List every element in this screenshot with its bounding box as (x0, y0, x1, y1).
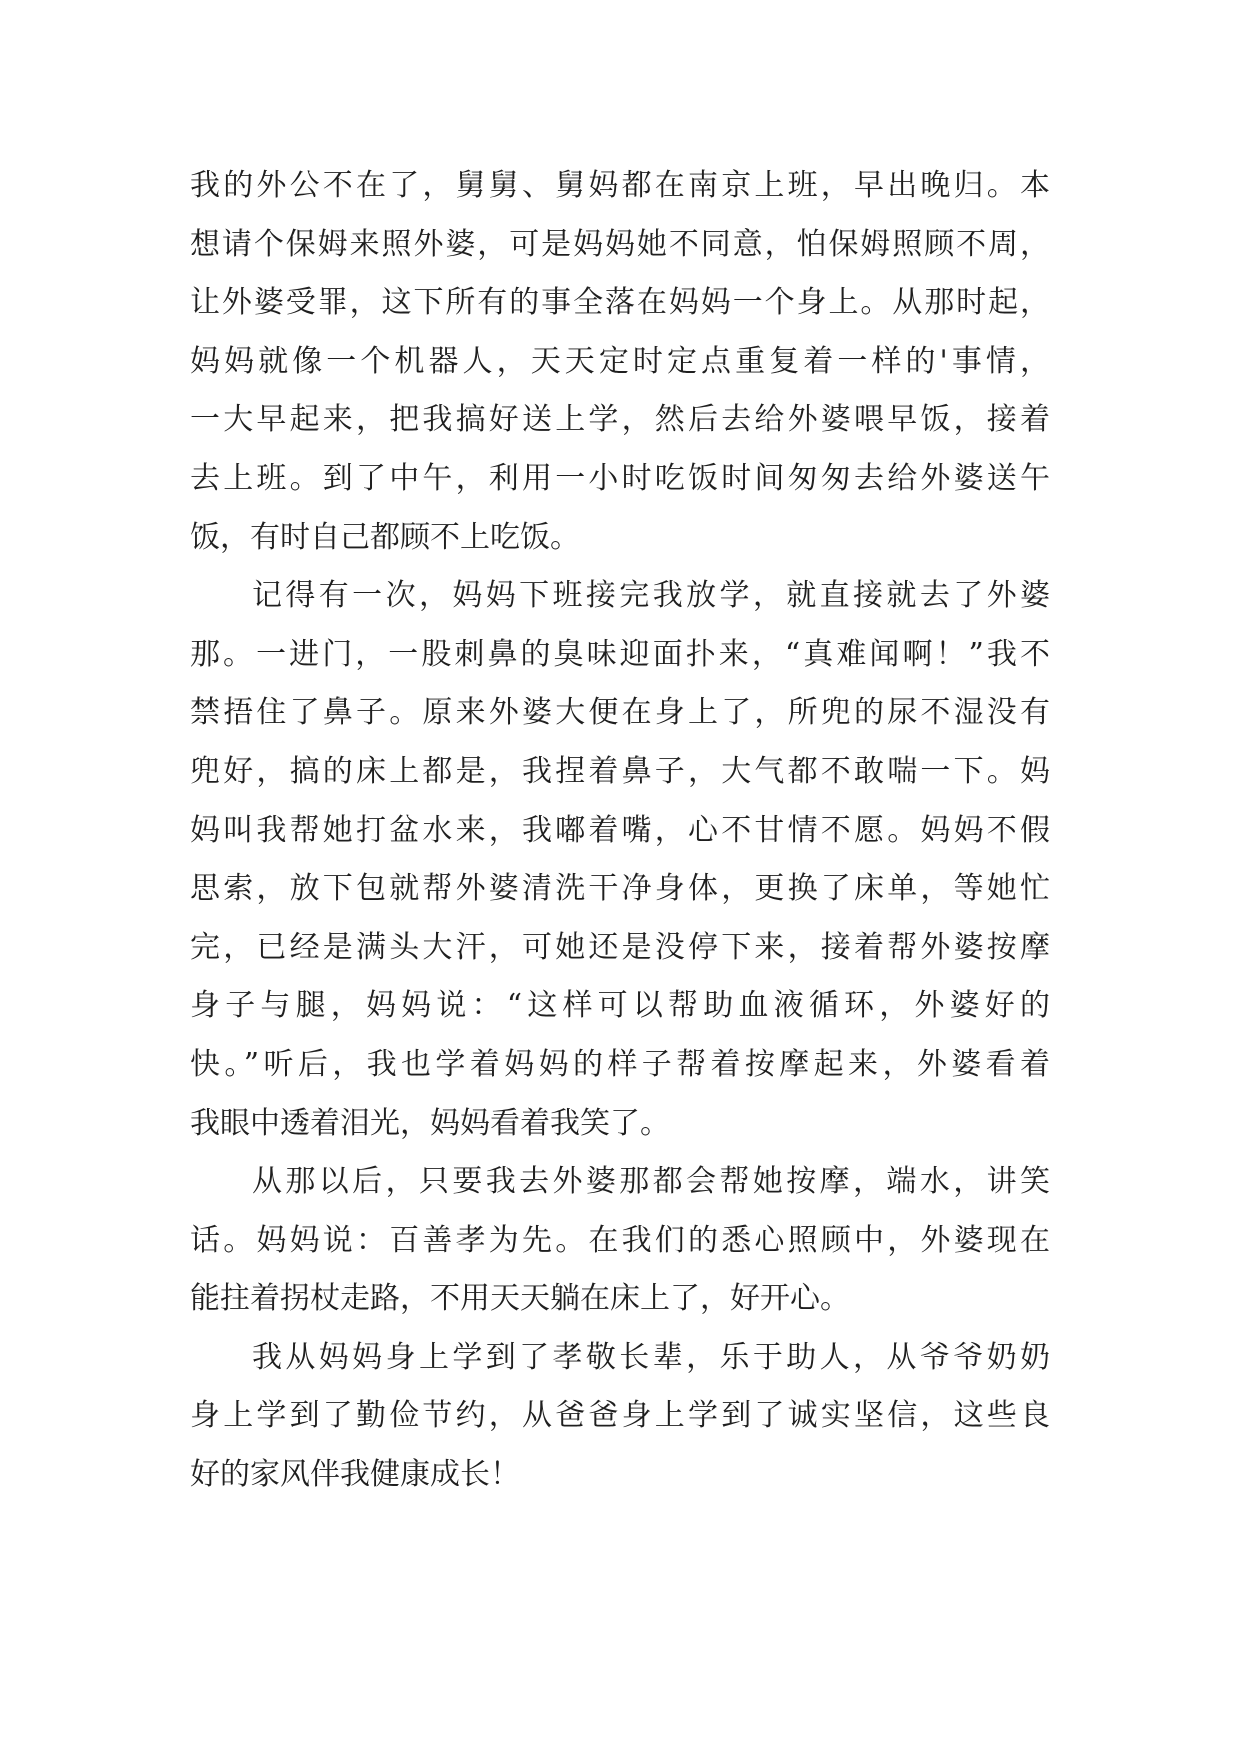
body-text (190, 157, 1050, 1505)
paragraph (190, 1153, 1050, 1329)
text-line: 好的家风伴我健康成长！ (190, 1457, 520, 1493)
text-line: 记得有一次，妈妈下班接完我放学，就直接就去了外婆 (252, 578, 1050, 614)
text-line: 禁捂住了鼻子。原来外婆大便在身上了，所兜的尿不湿没有 (190, 695, 1050, 731)
text-line: 一大早起来，把我搞好送上学，然后去给外婆喂早饭，接着 (190, 402, 1050, 438)
text-line: 妈妈就像一个机器人，天天定时定点重复着一样的'事情， (190, 343, 1050, 379)
paragraph (190, 157, 1050, 567)
text-line: 我的外公不在了，舅舅、舅妈都在南京上班，早出晚归。本 (190, 168, 1050, 203)
paragraph (190, 567, 1050, 1153)
text-line: 让外婆受罪，这下所有的事全落在妈妈一个身上。从那时起， (190, 285, 1050, 321)
text-line: 那。一进门，一股刺鼻的臭味迎面扑来，“真难闻啊！”我不 (190, 636, 1050, 672)
text-line: 兜好，搞的床上都是，我捏着鼻子，大气都不敢喘一下。妈 (190, 753, 1050, 789)
text-line: 妈叫我帮她打盆水来，我嘟着嘴，心不甘情不愿。妈妈不假 (190, 812, 1050, 848)
text-line: 身子与腿，妈妈说：“这样可以帮助血液循环，外婆好的 (190, 988, 1050, 1024)
text-line: 话。妈妈说：百善孝为先。在我们的悉心照顾中，外婆现在 (190, 1222, 1050, 1258)
text-line: 快。”听后，我也学着妈妈的样子帮着按摩起来，外婆看着 (190, 1046, 1050, 1082)
text-line: 完，已经是满头大汗，可她还是没停下来，接着帮外婆按摩 (190, 929, 1050, 965)
text-line: 身上学到了勤俭节约，从爸爸身上学到了诚实坚信，这些良 (190, 1398, 1050, 1434)
paragraph (190, 1329, 1050, 1505)
text-line: 从那以后，只要我去外婆那都会帮她按摩，端水，讲笑 (252, 1164, 1050, 1200)
text-line: 饭，有时自己都顾不上吃饭。 (190, 519, 580, 555)
text-line: 去上班。到了中午，利用一小时吃饭时间匆匆去给外婆送午 (190, 460, 1050, 496)
text-line: 我从妈妈身上学到了孝敬长辈，乐于助人，从爷爷奶奶 (252, 1339, 1050, 1375)
text-line: 能拄着拐杖走路，不用天天躺在床上了，好开心。 (190, 1281, 850, 1317)
text-line: 思索，放下包就帮外婆清洗干净身体，更换了床单，等她忙 (190, 871, 1050, 907)
text-line: 想请个保姆来照外婆，可是妈妈她不同意，怕保姆照顾不周， (190, 226, 1050, 262)
text-line: 我眼中透着泪光，妈妈看着我笑了。 (190, 1105, 670, 1141)
